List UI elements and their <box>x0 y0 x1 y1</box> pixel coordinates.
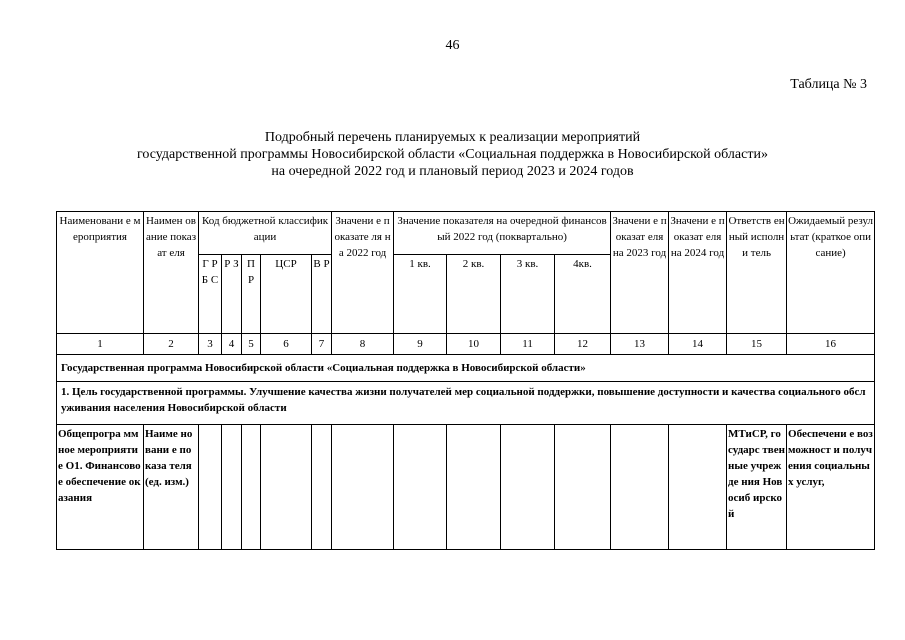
empty-cell <box>222 425 242 550</box>
col-number: 12 <box>555 334 611 355</box>
header-q1: 1 кв. <box>394 255 447 334</box>
empty-cell <box>394 425 447 550</box>
col-number: 13 <box>611 334 669 355</box>
header-csr: ЦСР <box>261 255 312 334</box>
header-value-2023: Значени е показат еля на 2023 год <box>611 212 669 334</box>
header-q4: 4кв. <box>555 255 611 334</box>
col-number: 9 <box>394 334 447 355</box>
col-number: 3 <box>199 334 222 355</box>
header-quarterly: Значение показателя на очередной финансовый 2022 год (поквартально) <box>394 212 611 255</box>
empty-cell <box>555 425 611 550</box>
col-number: 5 <box>242 334 261 355</box>
section-goal: 1. Цель государственной программы. Улучшение качества жизни получателей мер социальной поддержки, повышение доступности и качества социального обслуживания населения Новосибирской области <box>57 382 875 425</box>
col-number: 7 <box>312 334 332 355</box>
empty-cell <box>242 425 261 550</box>
header-grbs: Г Р Б С <box>199 255 222 334</box>
header-value-2024: Значени е показат еля на 2024 год <box>669 212 727 334</box>
header-budget-code: Код бюджетной классификации <box>199 212 332 255</box>
row-name: Общепрогра ммное мероприяти е О1. Финансовое обеспечение оказания <box>57 425 144 550</box>
row-executor: МТиСР, государс твенные учрежде ния Новосиб ирской <box>727 425 787 550</box>
empty-cell <box>501 425 555 550</box>
row-result: Обеспечени е возможност и получения социальны х услуг, <box>787 425 875 550</box>
header-pr: П Р <box>242 255 261 334</box>
section-program-row <box>57 355 875 382</box>
page-number: 46 <box>445 38 460 53</box>
empty-cell <box>261 425 312 550</box>
row-indicator: Наиме новани е показа теля (ед. изм.) <box>144 425 199 550</box>
col-number: 14 <box>669 334 727 355</box>
header-result: Ожидаемый результат (краткое описание) <box>787 212 875 334</box>
header-indicator: Наимен ование показат еля <box>144 212 199 334</box>
col-number: 8 <box>332 334 394 355</box>
activities-table <box>56 211 875 550</box>
column-numbers-row <box>57 334 875 355</box>
col-number: 6 <box>261 334 312 355</box>
document-title <box>0 129 905 180</box>
table-row <box>57 425 875 550</box>
header-vr: В Р <box>312 255 332 334</box>
header-executor: Ответств енный исполни тель <box>727 212 787 334</box>
col-number: 1 <box>57 334 144 355</box>
col-number: 4 <box>222 334 242 355</box>
empty-cell <box>199 425 222 550</box>
header-q3: 3 кв. <box>501 255 555 334</box>
title-line-2: государственной программы Новосибирской области «Социальная поддержка в Новосибирской области» <box>137 147 768 162</box>
col-number: 2 <box>144 334 199 355</box>
section-goal-row <box>57 382 875 425</box>
empty-cell <box>332 425 394 550</box>
section-program: Государственная программа Новосибирской области «Социальная поддержка в Новосибирской области» <box>57 355 875 382</box>
col-number: 15 <box>727 334 787 355</box>
header-value-2022: Значени е показате ля на 2022 год <box>332 212 394 334</box>
empty-cell <box>669 425 727 550</box>
empty-cell <box>611 425 669 550</box>
table-label: Таблица № 3 <box>790 77 867 92</box>
header-rz: Р З <box>222 255 242 334</box>
header-q2: 2 кв. <box>447 255 501 334</box>
empty-cell <box>312 425 332 550</box>
header-name: Наименовани е мероприятия <box>57 212 144 334</box>
empty-cell <box>447 425 501 550</box>
col-number: 16 <box>787 334 875 355</box>
title-line-3: на очередной 2022 год и плановый период 2023 и 2024 годов <box>271 164 634 179</box>
col-number: 11 <box>501 334 555 355</box>
col-number: 10 <box>447 334 501 355</box>
title-line-1: Подробный перечень планируемых к реализации мероприятий <box>264 130 641 145</box>
header-row-1 <box>57 212 875 255</box>
